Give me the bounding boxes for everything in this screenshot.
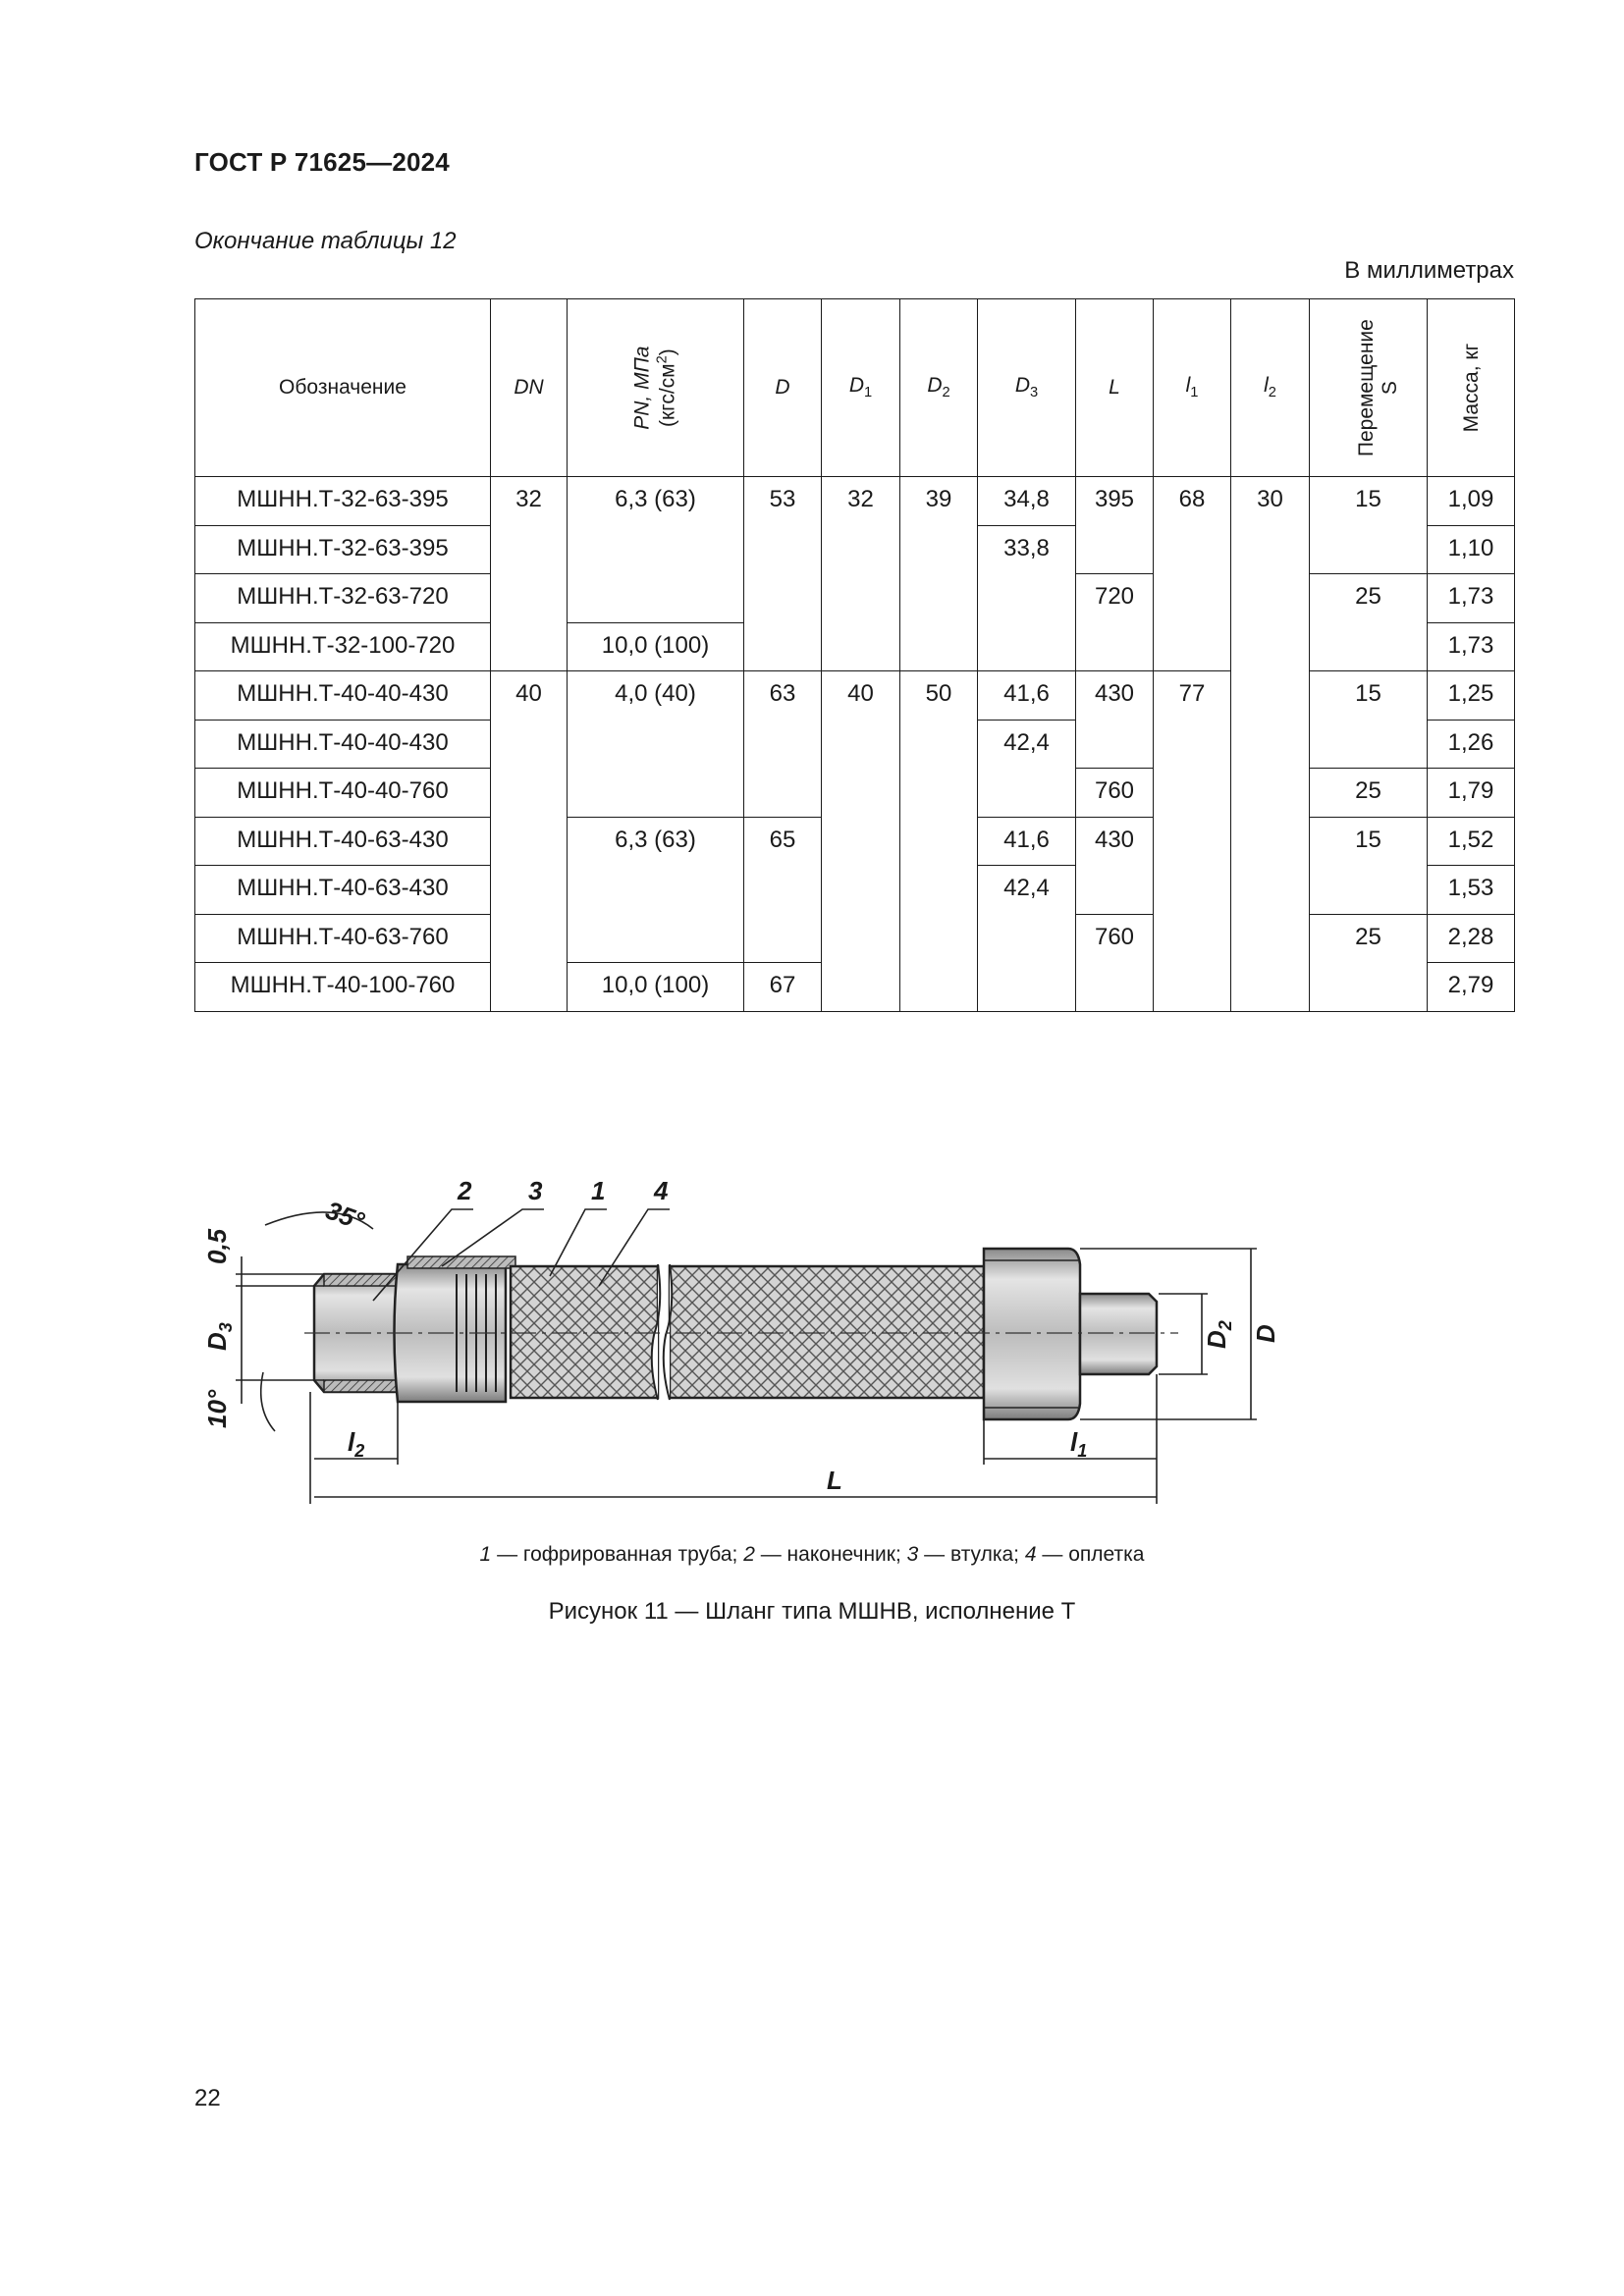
end-fitting (1080, 1294, 1157, 1374)
cell-l: 760 (1076, 914, 1154, 1011)
cell-pn: 10,0 (100) (568, 963, 744, 1012)
cell-s: 25 (1310, 574, 1428, 671)
page-number: 22 (194, 2085, 221, 2111)
cell-l2: 30 (1231, 477, 1310, 1012)
cell-mass: 1,53 (1428, 866, 1515, 915)
units-note: В миллиметрах (1344, 257, 1514, 284)
cell-designation: МШНН.Т-40-63-430 (195, 866, 491, 915)
cell-d3: 42,4 (978, 720, 1076, 817)
header-d1: $D_1$ (822, 299, 900, 477)
cell-d: 53 (744, 477, 822, 671)
header-l1: $l_1$ (1154, 299, 1231, 477)
cell-l: 720 (1076, 574, 1154, 671)
angle-bottom-label: 10° (202, 1389, 232, 1428)
cell-designation: МШНН.Т-40-63-760 (195, 914, 491, 963)
header-l2: $l_2$ (1231, 299, 1310, 477)
braid-right (670, 1266, 984, 1398)
l2-label: $l_2$ (348, 1427, 365, 1461)
cell-s: 15 (1310, 671, 1428, 769)
d3-label: $D_3$ (202, 1322, 236, 1351)
figure-caption: Рисунок 11 — Шланг типа МШНВ, исполнение Т (548, 1598, 1076, 1625)
cell-pn: 6,3 (63) (568, 477, 744, 623)
cell-designation: МШНН.Т-32-63-395 (195, 477, 491, 526)
cell-mass: 1,26 (1428, 720, 1515, 769)
cell-d1: 32 (822, 477, 900, 671)
cell-designation: МШНН.Т-32-63-395 (195, 525, 491, 574)
cell-d3: 41,6 (978, 671, 1076, 721)
hose-body (304, 1249, 1178, 1419)
header-displacement: Перемещение S (1310, 299, 1428, 477)
cell-designation: МШНН.Т-40-100-760 (195, 963, 491, 1012)
cell-designation: МШНН.Т-32-100-720 (195, 622, 491, 671)
cell-pn: 10,0 (100) (568, 622, 744, 671)
header-dn: DN (491, 299, 568, 477)
hose-drawing (202, 1158, 1404, 1512)
cell-d2: 39 (900, 477, 978, 671)
cell-d2: 50 (900, 671, 978, 1012)
cell-designation: МШНН.Т-40-40-430 (195, 720, 491, 769)
table-row (195, 671, 1515, 721)
figure-legend: 1 — гофрированная труба; 2 — наконечник; 3 — втулка; 4 — оплетка (479, 1543, 1145, 1566)
header-pn: PN, МПа $(кгс/см^2)$ (568, 299, 744, 477)
callout-3: 3 (528, 1176, 543, 1205)
cell-mass: 1,52 (1428, 817, 1515, 866)
cell-d: 63 (744, 671, 822, 818)
cell-d3: 41,6 (978, 817, 1076, 866)
header-d2: $D_2$ (900, 299, 978, 477)
cell-mass: 2,79 (1428, 963, 1515, 1012)
table-header-row (195, 299, 1515, 477)
cell-s: 15 (1310, 817, 1428, 914)
header-d3: $D_3$ (978, 299, 1076, 477)
cell-d1: 40 (822, 671, 900, 1012)
braid-left (511, 1266, 658, 1398)
table-caption: Окончание таблицы 12 (194, 228, 457, 254)
header-d: D (744, 299, 822, 477)
cell-l1: 77 (1154, 671, 1231, 1012)
cell-mass: 1,10 (1428, 525, 1515, 574)
l1-label: $l_1$ (1070, 1427, 1088, 1461)
cell-d: 67 (744, 963, 822, 1012)
cell-d: 65 (744, 817, 822, 963)
d-label: D (1251, 1324, 1280, 1343)
cell-l: 760 (1076, 769, 1154, 818)
cell-designation: МШНН.Т-40-40-430 (195, 671, 491, 721)
cell-mass: 1,73 (1428, 622, 1515, 671)
d2-label: $D_2$ (1202, 1320, 1235, 1349)
spec-table (194, 298, 1515, 1012)
cell-s: 15 (1310, 477, 1428, 574)
document-code: ГОСТ Р 71625—2024 (194, 147, 450, 177)
cell-s: 25 (1310, 914, 1428, 1011)
callout-2: 2 (458, 1176, 472, 1205)
cell-dn: 40 (491, 671, 568, 1012)
header-designation: Обозначение (195, 299, 491, 477)
cell-l: 395 (1076, 477, 1154, 574)
l-label: L (827, 1466, 842, 1495)
hex-nut (984, 1249, 1080, 1419)
cell-s: 25 (1310, 769, 1428, 818)
cell-designation: МШНН.Т-40-40-760 (195, 769, 491, 818)
angle-top-label: 35° (321, 1195, 369, 1237)
cell-pn: 4,0 (40) (568, 671, 744, 818)
header-l: L (1076, 299, 1154, 477)
cell-mass: 1,25 (1428, 671, 1515, 721)
cell-l: 430 (1076, 671, 1154, 769)
cell-mass: 2,28 (1428, 914, 1515, 963)
cell-d3: 34,8 (978, 477, 1076, 526)
cell-designation: МШНН.Т-32-63-720 (195, 574, 491, 623)
cell-mass: 1,09 (1428, 477, 1515, 526)
cell-designation: МШНН.Т-40-63-430 (195, 817, 491, 866)
gap-label: 0,5 (202, 1228, 232, 1264)
callout-4: 4 (654, 1176, 669, 1205)
cell-d3: 42,4 (978, 866, 1076, 1012)
cell-l1: 68 (1154, 477, 1231, 671)
cell-pn: 6,3 (63) (568, 817, 744, 963)
sleeve-hatch (407, 1256, 515, 1268)
cell-dn: 32 (491, 477, 568, 671)
cell-mass: 1,79 (1428, 769, 1515, 818)
cell-d3: 33,8 (978, 525, 1076, 671)
cell-mass: 1,73 (1428, 574, 1515, 623)
header-mass: Масса, кг (1428, 299, 1515, 477)
cell-l: 430 (1076, 817, 1154, 914)
callout-1: 1 (591, 1176, 606, 1205)
table-row (195, 477, 1515, 526)
